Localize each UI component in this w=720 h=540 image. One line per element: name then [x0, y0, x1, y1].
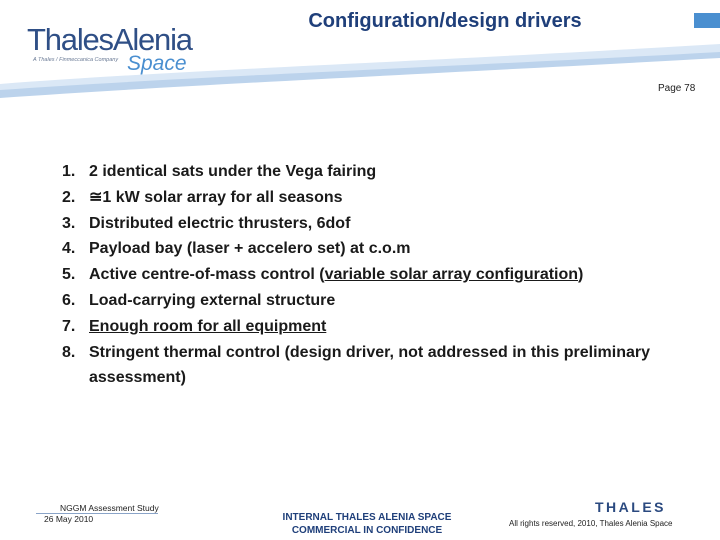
list-item: [62, 340, 682, 392]
list-item: [62, 262, 682, 288]
item-number: 5.: [62, 266, 76, 284]
list-item: [62, 211, 682, 237]
slide-title: Configuration/design drivers: [308, 10, 582, 32]
item-text: Payload bay (laser + accelero set) at c.o.m: [89, 240, 411, 258]
item-number: 7.: [62, 317, 76, 335]
list-item: [62, 314, 682, 340]
thales-logo: THALES: [595, 499, 666, 515]
logo-space: Space: [127, 52, 187, 75]
copyright-notice: All rights reserved, 2010, Thales Alenia Space: [509, 519, 673, 528]
item-text: 2 identical sats under the Vega fairing: [89, 163, 377, 180]
item-number: 6.: [62, 291, 76, 309]
logo-tagline: A Thales / Finmeccanica Company: [33, 57, 119, 63]
item-text: Stringent thermal control (design driver, not addressed in this preliminary assessment): [89, 343, 650, 387]
item-text: Load-carrying external structure: [89, 291, 336, 309]
list-item: [62, 185, 682, 211]
corner-accent: [694, 13, 720, 28]
thales-alenia-space-logo: [27, 22, 197, 74]
item-number: 2.: [62, 188, 76, 206]
item-text-underlined: Enough room for all equipment: [89, 317, 327, 335]
page-number: Page 78: [658, 83, 696, 94]
confidentiality-line-1: INTERNAL THALES ALENIA SPACE: [282, 512, 452, 523]
list-item: [62, 236, 682, 262]
item-number: 4.: [62, 240, 76, 258]
footer-date: 26 May 2010: [44, 514, 94, 524]
list-item: [62, 159, 682, 185]
footer-study-name: NGGM Assessment Study: [60, 503, 159, 513]
item-number: 8.: [62, 343, 76, 361]
item-number: 3.: [62, 214, 76, 232]
item-text: ≅1 kW solar array for all seasons: [89, 188, 343, 206]
item-text: [89, 314, 682, 340]
item-text-pre: Active centre-of-mass control (: [89, 266, 325, 284]
logo-wordmark: ThalesAlenia: [27, 22, 192, 57]
list-item: [62, 288, 682, 314]
item-text: [89, 262, 682, 288]
confidentiality-line-2: COMMERCIAL IN CONFIDENCE: [291, 525, 443, 536]
item-text-underlined: variable solar array configuration: [324, 266, 579, 284]
drivers-list: [62, 159, 682, 391]
item-text: Distributed electric thrusters, 6dof: [89, 214, 351, 232]
confidentiality-notice: [262, 511, 472, 537]
item-number: 1.: [62, 163, 76, 180]
item-text-post: ): [578, 266, 584, 284]
